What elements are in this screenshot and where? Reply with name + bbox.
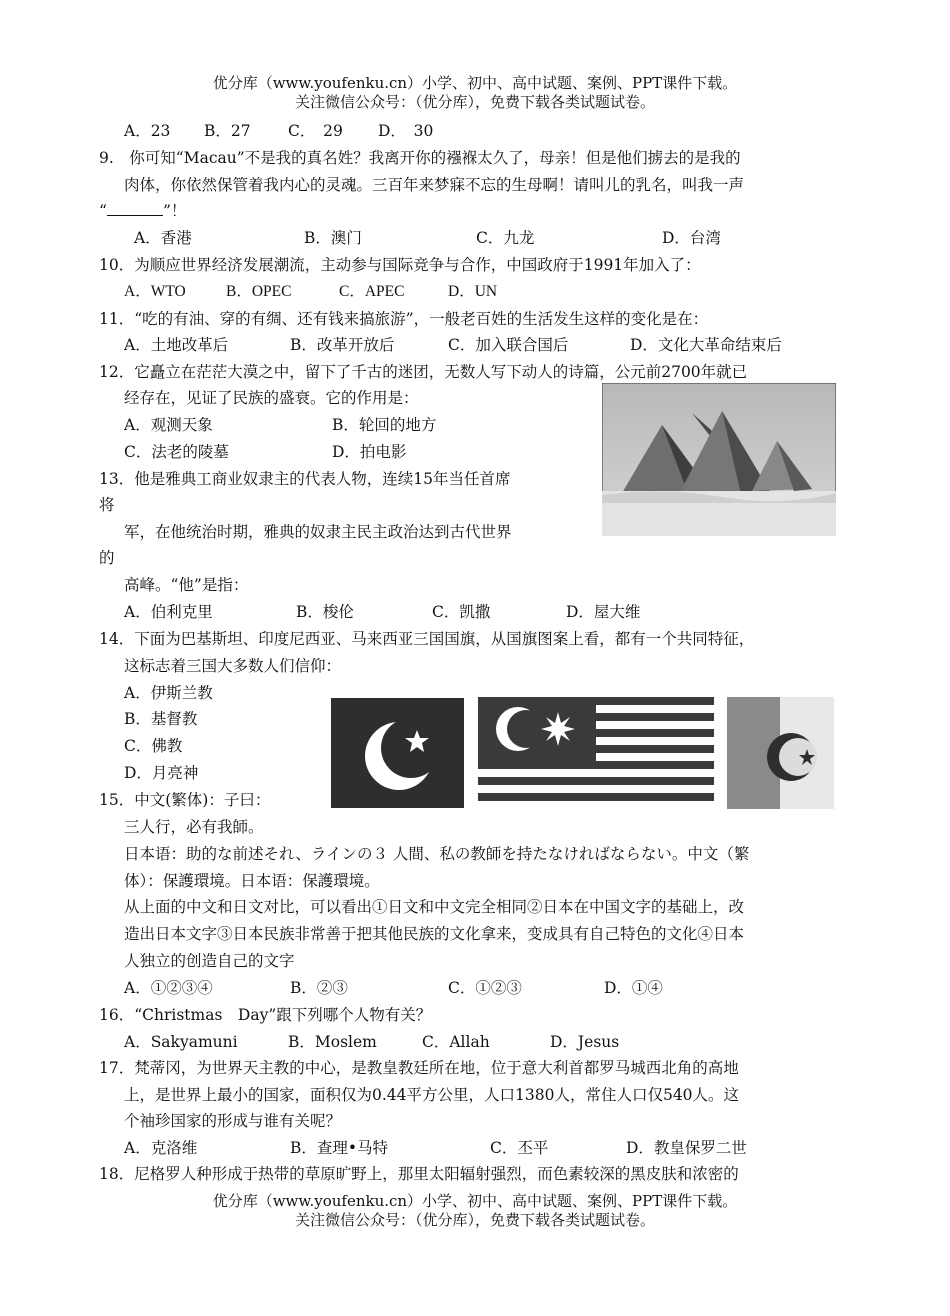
q8-option-c: C． 29 <box>288 122 343 140</box>
q15-option-d: D．①④ <box>604 979 663 997</box>
q9-option-d: D．台湾 <box>662 229 721 247</box>
q17-option-d: D．教皇保罗二世 <box>626 1139 747 1157</box>
q9-line-2: 肉体，你依然保管着我内心的灵魂。三百年来梦寐不忘的生母啊！请叫儿的乳名，叫我一声 <box>124 176 745 194</box>
q16-option-c: C．Allah <box>422 1033 490 1051</box>
q13-option-b: B．梭伦 <box>296 603 354 621</box>
q9-answer-blank <box>107 201 163 216</box>
q13-line-2: 军，在他统治时期，雅典的奴隶主民主政治达到古代世界 <box>124 523 512 541</box>
q9-option-b: B．澳门 <box>304 229 362 247</box>
q16-option-a: A．Sakyamuni <box>124 1033 238 1051</box>
flag-pakistan-image <box>331 698 464 808</box>
q11-option-b: B．改革开放后 <box>290 336 395 354</box>
q8-option-d: D． 30 <box>378 122 434 140</box>
q11-option-d: D．文化大革命结束后 <box>630 336 782 354</box>
q13-option-a: A．伯利克里 <box>124 603 213 621</box>
q13-line-2b: 的 <box>99 549 115 567</box>
q15-line-6: 造出日本文字③日本民族非常善于把其他民族的文化拿来，变成具有自己特色的文化④日本 <box>124 925 745 943</box>
q12-line-2: 经存在，见证了民族的盛衰。它的作用是： <box>124 389 419 407</box>
q11-option-c: C．加入联合国后 <box>448 336 569 354</box>
q17-line-1: 17．梵蒂冈，为世界天主教的中心，是教皇教廷所在地，位于意大利首都罗马城西北角的高地 <box>99 1059 739 1077</box>
q16-option-d: D．Jesus <box>550 1033 620 1051</box>
q12-line-1: 12．它矗立在茫茫大漠之中，留下了千古的迷团，无数人写下动人的诗篇，公元前2700年就已 <box>99 363 748 381</box>
q14-line-1: 14．下面为巴基斯坦、印度尼西亚、马来西亚三国国旗，从国旗图案上看，都有一个共同特征， <box>99 630 755 648</box>
q13-line-1: 13．他是雅典工商业奴隶主的代表人物，连续15年当任首席 <box>99 470 511 488</box>
q14-option-a: A．伊斯兰教 <box>124 684 213 702</box>
q13-line-1b: 将 <box>99 496 115 514</box>
q17-option-c: C．丕平 <box>490 1139 549 1157</box>
q15-line-3: 日本语：助的な前述それ、ラインの３ 人間、私の教師を持たなければならない。中文（繁 <box>124 845 750 863</box>
flag-third-image <box>727 697 834 809</box>
q9-option-c: C．九龙 <box>476 229 535 247</box>
q15-option-c: C．①②③ <box>448 979 522 997</box>
q17-line-3: 个袖珍国家的形成与谁有关呢？ <box>124 1112 342 1130</box>
q15-line-2: 三人行，必有我師。 <box>124 818 264 836</box>
q16-line-1: 16．“Christmas Day”跟下列哪个人物有关？ <box>99 1006 432 1024</box>
header-line-1: 优分库（www.youfenku.cn）小学、初中、高中试题、案例、PPT课件下载。 <box>212 74 738 92</box>
q15-line-5: 从上面的中文和日文对比，可以看出①日文和中文完全相同②日本在中国文字的基础上，改 <box>124 898 745 916</box>
q15-line-4: 体）：保護環境。日本语：保護環境。 <box>124 872 380 890</box>
q9-line-3 <box>99 201 186 221</box>
q16-option-b: B．Moslem <box>288 1033 377 1051</box>
q15-line-1: 15．中文(繁体)：子曰： <box>99 791 271 809</box>
q12-option-c: C．法老的陵墓 <box>124 443 229 461</box>
q8-option-a: A．23 <box>124 122 171 140</box>
q18-line-1: 18．尼格罗人种形成于热带的草原旷野上，那里太阳辐射强烈，而色素较深的黑皮肤和浓密的 <box>99 1165 739 1183</box>
q15-line-7: 人独立的创造自己的文字 <box>124 952 295 970</box>
header-line-2: 关注微信公众号：（优分库），免费下载各类试题试卷。 <box>294 93 655 111</box>
flag-malaysia-image <box>478 697 714 809</box>
q11-line-1: 11．“吃的有油、穿的有绸、还有钱来搞旅游”，一般老百姓的生活发生这样的变化是在： <box>99 310 709 328</box>
q10-option-d: D．UN <box>448 283 498 300</box>
q12-option-a: A．观测天象 <box>124 416 213 434</box>
q14-option-d: D．月亮神 <box>124 764 199 782</box>
q13-option-d: D．屋大维 <box>566 603 641 621</box>
q11-option-a: A．土地改革后 <box>124 336 229 354</box>
q10-option-b: B．OPEC <box>226 283 292 300</box>
q9-line-1: 9. 你可知“Macau”不是我的真名姓？我离开你的襁褓太久了，母亲！但是他们掳去的是我的 <box>99 149 741 167</box>
q8-option-b: B．27 <box>204 122 251 140</box>
q10-line-1: 10．为顺应世界经济发展潮流，主动参与国际竞争与合作，中国政府于1991年加入了： <box>99 256 701 274</box>
q9-close-quote: ”！ <box>162 202 187 220</box>
pyramids-image <box>602 383 836 536</box>
q9-option-a: A．香港 <box>134 229 192 247</box>
q12-option-d: D．拍电影 <box>332 443 407 461</box>
q9-open-quote: “ <box>99 202 107 220</box>
q15-option-a: A．①②③④ <box>124 979 213 997</box>
q10-option-c: C．APEC <box>339 283 405 300</box>
q17-option-a: A．克洛维 <box>124 1139 198 1157</box>
q17-option-b: B．查理•马特 <box>290 1139 389 1157</box>
q12-option-b: B．轮回的地方 <box>332 416 437 434</box>
q14-option-c: C．佛教 <box>124 737 183 755</box>
q10-option-a: A．WTO <box>124 283 186 300</box>
q15-option-b: B．②③ <box>290 979 348 997</box>
footer-line-2: 关注微信公众号：（优分库），免费下载各类试题试卷。 <box>294 1211 655 1229</box>
q17-line-2: 上，是世界上最小的国家，面积仅为0.44平方公里，人口1380人，常住人口仅540人。这 <box>124 1086 740 1104</box>
q14-line-2: 这标志着三国大多数人们信仰： <box>124 657 342 675</box>
q14-option-b: B．基督教 <box>124 710 198 728</box>
q13-option-c: C．凯撒 <box>432 603 491 621</box>
q13-line-3: 高峰。“他”是指： <box>124 576 249 594</box>
footer-line-1: 优分库（www.youfenku.cn）小学、初中、高中试题、案例、PPT课件下载。 <box>212 1192 738 1210</box>
